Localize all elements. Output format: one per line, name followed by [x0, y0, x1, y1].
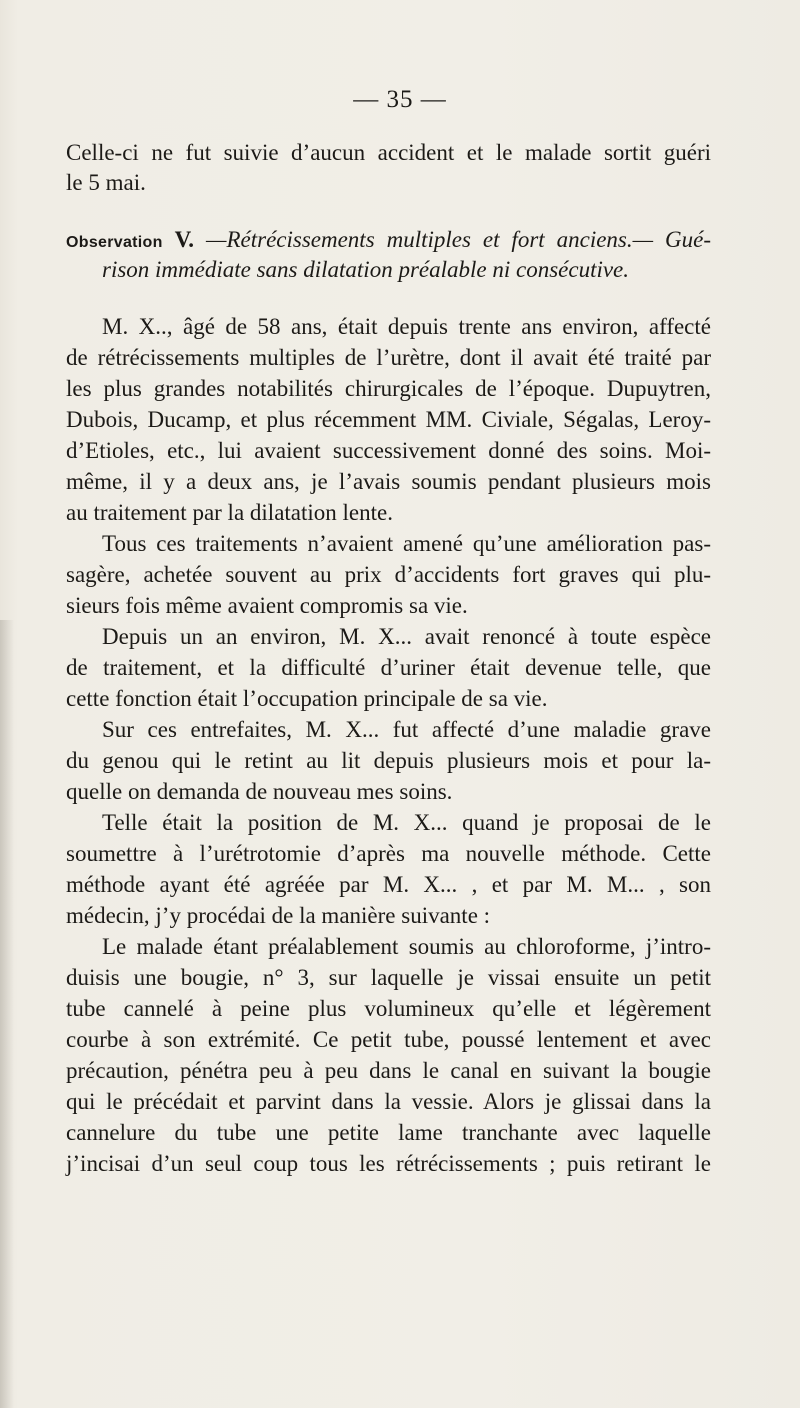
text-line: même, il y a deux ans, je l’avais soumis pendant plusieurs mois	[66, 469, 711, 494]
binding-shadow	[0, 620, 14, 1408]
text-line: Sur ces entrefaites, M. X... fut affecté d’une maladie grave	[102, 717, 711, 742]
observation-title-continued: rison immédiate sans dilatation préalable ni consécutive.	[102, 257, 630, 282]
text-line: le 5 mai.	[66, 170, 146, 195]
observation-heading	[66, 225, 711, 258]
text-line: au traitement par la dilatation lente.	[66, 500, 393, 525]
text-line: médecin, j’y procédai de la manière suivante :	[66, 903, 491, 928]
text-line: Celle-ci ne fut suivie d’aucun accident et le malade sortit guéri	[66, 140, 711, 165]
text-line: méthode ayant été agréée par M. X... , et par M. M... , son	[66, 872, 711, 897]
text-line: soumettre à l’urétrotomie d’après ma nouvelle méthode. Cette	[66, 841, 711, 866]
text-line: qui le précédait et parvint dans la vessie. Alors je glissai dans la	[66, 1089, 711, 1114]
text-line: Le malade étant préalablement soumis au chloroforme, j’intro-	[102, 934, 711, 959]
text-line: Depuis un an environ, M. X... avait renoncé à toute espèce	[102, 624, 711, 649]
text-line: M. X.., âgé de 58 ans, était depuis trente ans environ, affecté	[102, 314, 711, 339]
text-line: Tous ces traitements n’avaient amené qu’une amélioration pas-	[102, 531, 711, 556]
text-line: de rétrécissements multiples de l’urètre, dont il avait été traité par	[66, 345, 711, 370]
text-line: cannelure du tube une petite lame tranchante avec laquelle	[66, 1120, 711, 1145]
text-line: duisis une bougie, n° 3, sur laquelle je vissai ensuite un petit	[66, 965, 711, 990]
page-number: — 35 —	[353, 86, 447, 113]
observation-label: Observation	[66, 234, 163, 251]
text-line: j’incisai d’un seul coup tous les rétrécissements ; puis retirant le	[66, 1151, 711, 1176]
text-line: de traitement, et la difficulté d’uriner était devenue telle, que	[66, 655, 711, 680]
text-line: Dubois, Ducamp, et plus récemment MM. Civiale, Ségalas, Leroy-	[66, 407, 711, 432]
text-line: tube cannelé à peine plus volumineux qu’elle et légèrement	[66, 996, 711, 1021]
text-line: Telle était la position de M. X... quand je proposai de le	[102, 810, 711, 835]
text-line: courbe à son extrémité. Ce petit tube, poussé lentement et avec	[66, 1027, 711, 1052]
text-line: les plus grandes notabilités chirurgicales de l’époque. Dupuytren,	[66, 376, 711, 401]
text-line: sieurs fois même avaient compromis sa vie.	[66, 593, 468, 618]
text-line: précaution, pénétra peu à peu dans le canal en suivant la bougie	[66, 1058, 711, 1083]
text-line: du genou qui le retint au lit depuis plusieurs mois et pour la-	[66, 748, 711, 773]
text-line: d’Etioles, etc., lui avaient successivement donné des soins. Moi-	[66, 438, 711, 463]
observation-number: V.	[174, 227, 195, 252]
text-line: sagère, achetée souvent au prix d’accidents fort graves qui plu-	[66, 562, 711, 587]
observation-title: —Rétrécissements multiples et fort anciens.— Gué-	[206, 227, 712, 252]
text-line: quelle on demanda de nouveau mes soins.	[66, 779, 453, 804]
text-line: cette fonction était l’occupation principale de sa vie.	[66, 686, 548, 711]
